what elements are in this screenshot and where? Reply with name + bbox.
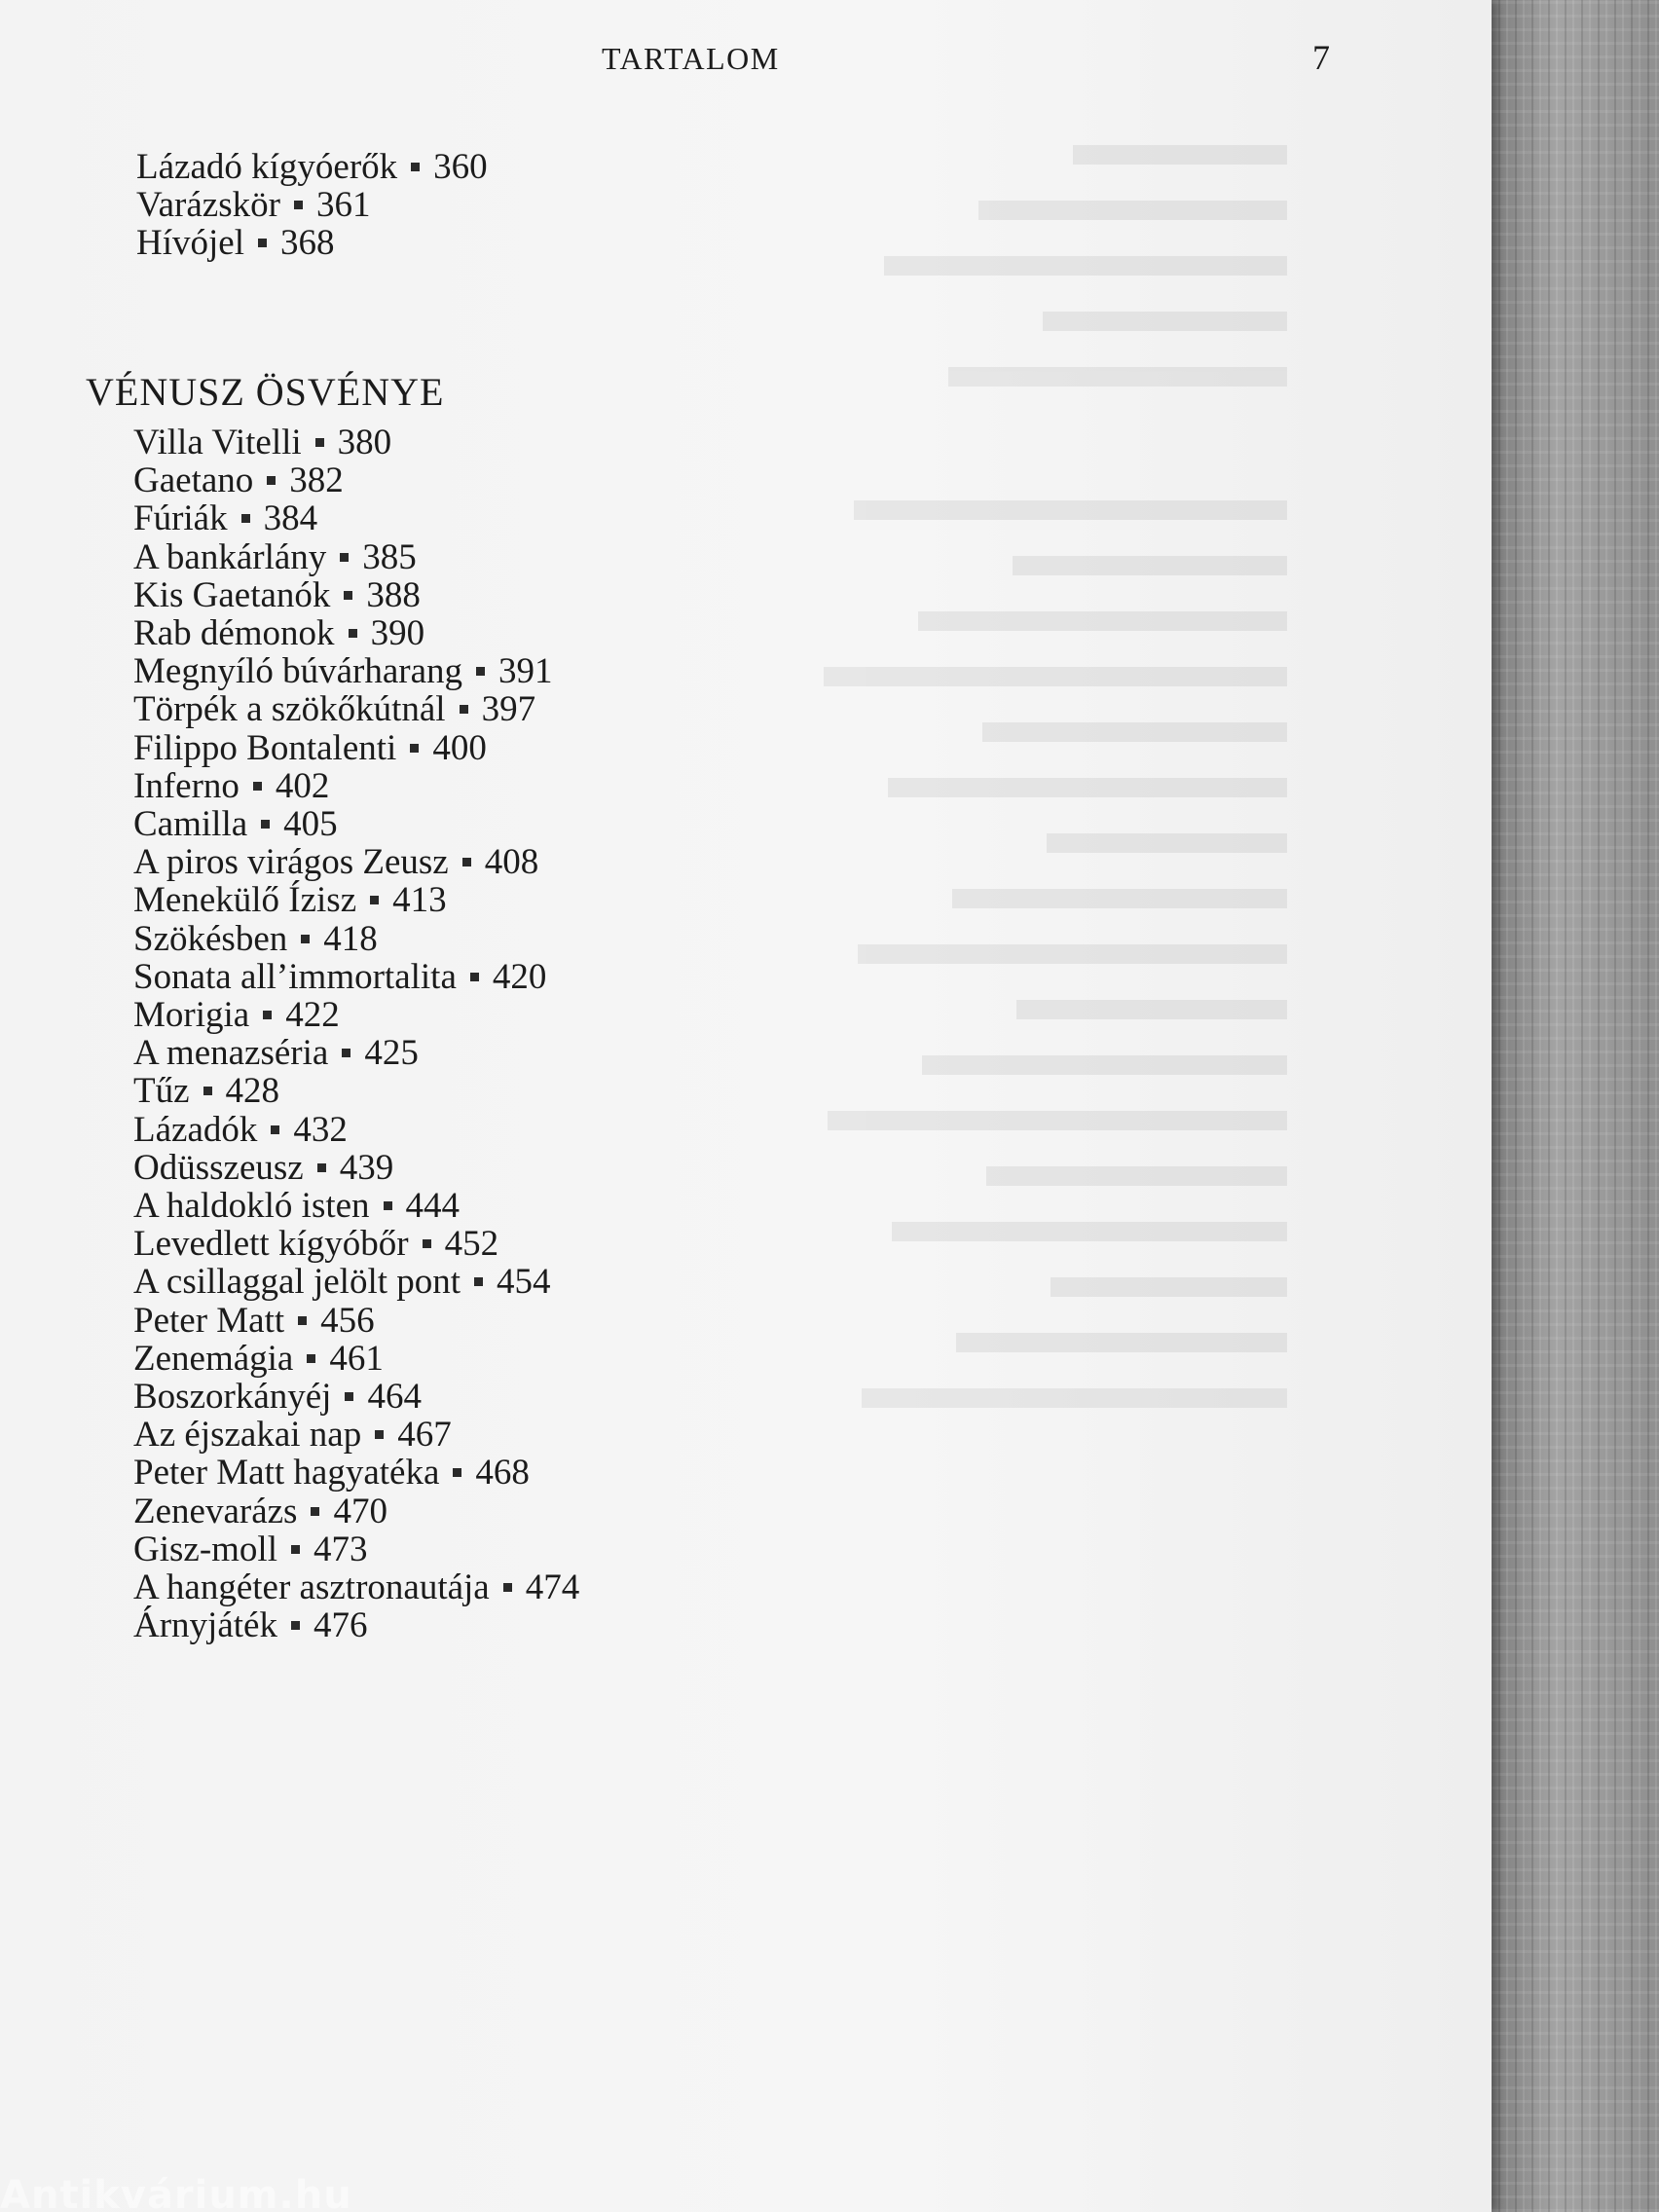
- toc-entry-page: 405: [283, 804, 338, 844]
- toc-entry-title: Lázadók: [133, 1109, 258, 1150]
- toc-entry: [133, 727, 487, 768]
- toc-entry-page: 452: [444, 1224, 499, 1265]
- toc-entry: [133, 1262, 551, 1303]
- show-through-line: [547, 926, 1287, 981]
- toc-entry: [133, 1415, 452, 1456]
- square-bullet-icon: [258, 239, 267, 247]
- square-bullet-icon: [342, 1049, 350, 1057]
- toc-entry: [133, 1605, 368, 1646]
- toc-entry-title: A haldokló isten: [133, 1186, 370, 1226]
- show-through-line: [547, 1037, 1287, 1092]
- toc-entry-page: 476: [313, 1605, 368, 1646]
- toc-entry-page: 408: [484, 842, 539, 883]
- toc-entry: [133, 615, 424, 651]
- toc-entry-title: Inferno: [133, 765, 240, 806]
- toc-entry-title: A piros virágos Zeusz: [133, 842, 449, 883]
- toc-entry-page: 473: [313, 1529, 368, 1569]
- toc-entry-title: Villa Vitelli: [133, 423, 302, 462]
- toc-entry-page: 385: [362, 536, 417, 577]
- show-through-line: [547, 1259, 1287, 1314]
- toc-entry-page: 368: [279, 223, 335, 263]
- show-through-line: [547, 870, 1287, 926]
- show-through-line: [547, 293, 1287, 349]
- toc-entry: [136, 187, 370, 223]
- toc-entry-title: Filippo Bontalenti: [133, 727, 397, 768]
- toc-entry: [133, 956, 547, 997]
- square-bullet-icon: [307, 1354, 315, 1363]
- toc-entry-page: 461: [329, 1338, 384, 1379]
- square-bullet-icon: [271, 1125, 279, 1134]
- toc-entry: [133, 1033, 419, 1074]
- square-bullet-icon: [291, 1621, 300, 1630]
- square-bullet-icon: [340, 553, 349, 562]
- show-through-line: [547, 759, 1287, 815]
- running-head: TARTALOM: [602, 41, 780, 76]
- square-bullet-icon: [462, 858, 471, 866]
- section-heading: VÉNUSZ ÖSVÉNYE: [86, 370, 445, 414]
- toc-entry-page: 397: [481, 689, 536, 730]
- toc-entry-page: 456: [320, 1300, 375, 1341]
- toc-entry-title: Az éjszakai nap: [133, 1415, 362, 1456]
- toc-entry-page: 422: [285, 995, 340, 1035]
- toc-entry: [133, 1071, 280, 1112]
- square-bullet-icon: [203, 1087, 212, 1095]
- toc-entry-title: A menazséria: [133, 1033, 329, 1074]
- toc-entry: [133, 1455, 530, 1491]
- toc-entry-page: 384: [263, 498, 318, 539]
- toc-entry-title: Kis Gaetanók: [133, 574, 331, 615]
- toc-entry: [136, 149, 488, 185]
- toc-entry-title: Odüsszeusz: [133, 1147, 304, 1188]
- toc-entry: [133, 1300, 375, 1341]
- toc-entry-page: 468: [475, 1453, 530, 1493]
- toc-entry-title: Megnyíló búvárharang: [133, 651, 463, 692]
- toc-entry: [133, 424, 391, 461]
- show-through-line: [547, 1314, 1287, 1370]
- toc-entry: [133, 1569, 579, 1605]
- toc-entry-title: Zenevarázs: [133, 1491, 298, 1531]
- square-bullet-icon: [375, 1430, 384, 1439]
- square-bullet-icon: [470, 973, 479, 981]
- toc-entry: [133, 574, 421, 615]
- toc-entry-title: Menekülő Ízisz: [133, 880, 357, 921]
- toc-entry-page: 382: [289, 461, 344, 501]
- toc-entry-page: 444: [405, 1186, 461, 1226]
- toc-entry-page: 454: [497, 1262, 551, 1303]
- show-through-line: [547, 704, 1287, 759]
- toc-entry: [133, 498, 318, 539]
- toc-entry: [133, 651, 553, 692]
- square-bullet-icon: [345, 1392, 353, 1401]
- square-bullet-icon: [410, 744, 419, 753]
- toc-entry: [133, 918, 378, 959]
- toc-entry-title: Árnyjáték: [133, 1605, 277, 1646]
- toc-entry: [133, 842, 539, 883]
- toc-entry-title: Fúriák: [133, 498, 228, 539]
- toc-entry-page: 391: [498, 651, 553, 692]
- toc-entry: [133, 1224, 499, 1265]
- toc-entry-title: Peter Matt hagyatéka: [133, 1453, 440, 1493]
- square-bullet-icon: [263, 1011, 272, 1019]
- square-bullet-icon: [267, 476, 276, 485]
- toc-entry: [136, 225, 334, 261]
- toc-entry: [133, 536, 417, 577]
- show-through-line: [547, 1203, 1287, 1259]
- toc-entry: [133, 1379, 422, 1415]
- square-bullet-icon: [317, 1163, 326, 1172]
- show-through-line: [547, 1370, 1287, 1425]
- toc-entry: [133, 806, 338, 842]
- toc-entry: [133, 997, 340, 1033]
- square-bullet-icon: [453, 1468, 461, 1477]
- square-bullet-icon: [460, 705, 468, 714]
- toc-entry-page: 467: [397, 1415, 452, 1456]
- toc-entry-title: A bankárlány: [133, 536, 327, 577]
- toc-entry-page: 388: [366, 574, 421, 615]
- show-through-line: [547, 981, 1287, 1037]
- toc-entry-title: Zenemágia: [133, 1338, 294, 1379]
- square-bullet-icon: [384, 1201, 392, 1210]
- square-bullet-icon: [311, 1507, 319, 1516]
- toc-entry-title: Morigia: [133, 995, 250, 1035]
- show-through-line: [547, 1092, 1287, 1148]
- toc-entry-page: 413: [392, 880, 447, 921]
- toc-entry-title: Sonata all’immortalita: [133, 956, 457, 997]
- square-bullet-icon: [241, 514, 250, 523]
- toc-entry-page: 420: [492, 956, 547, 997]
- square-bullet-icon: [315, 438, 324, 447]
- toc-entry: [133, 1493, 387, 1530]
- toc-entry-page: 361: [315, 185, 371, 225]
- toc-entry: [133, 1531, 367, 1567]
- toc-entry-page: 380: [337, 423, 392, 462]
- toc-entry-page: 400: [432, 727, 487, 768]
- toc-entry-title: Gisz-moll: [133, 1529, 277, 1569]
- square-bullet-icon: [503, 1583, 512, 1592]
- square-bullet-icon: [370, 896, 379, 904]
- toc-entry-title: Boszorkányéj: [133, 1377, 332, 1417]
- toc-entry-title: Varázskör: [136, 185, 280, 225]
- toc-entry: [133, 461, 344, 501]
- show-through-line: [547, 482, 1287, 537]
- square-bullet-icon: [301, 935, 310, 943]
- toc-entry-page: 474: [525, 1567, 580, 1607]
- show-through-line: [547, 815, 1287, 870]
- toc-entry-title: Rab démonok: [133, 613, 335, 653]
- square-bullet-icon: [411, 163, 420, 171]
- square-bullet-icon: [294, 201, 303, 209]
- show-through-text: [547, 127, 1287, 1425]
- show-through-line: [547, 648, 1287, 704]
- toc-entry-title: Hívójel: [136, 223, 244, 263]
- toc-entry-page: 470: [333, 1491, 387, 1531]
- toc-entry-page: 428: [225, 1071, 280, 1112]
- toc-entry: [133, 1188, 460, 1224]
- toc-entry-page: 425: [364, 1033, 419, 1074]
- square-bullet-icon: [349, 629, 357, 638]
- show-through-line: [547, 1148, 1287, 1203]
- toc-entry-title: A csillaggal jelölt pont: [133, 1262, 461, 1303]
- toc-entry: [133, 689, 536, 730]
- square-bullet-icon: [423, 1239, 431, 1248]
- watermark-text: Antikvárium.hu: [0, 2173, 352, 2212]
- toc-entry-title: Szökésben: [133, 918, 288, 959]
- toc-entry: [133, 1338, 384, 1379]
- toc-entry-page: 360: [433, 147, 488, 187]
- show-through-line: [547, 593, 1287, 648]
- show-through-line: [547, 349, 1287, 404]
- toc-entry-title: Tűz: [133, 1071, 190, 1112]
- toc-entry: [133, 880, 447, 921]
- show-through-line: [547, 127, 1287, 182]
- show-through-line: [547, 537, 1287, 593]
- toc-entry-page: 439: [339, 1147, 394, 1188]
- toc-entry: [133, 765, 330, 806]
- show-through-line: [547, 238, 1287, 293]
- square-bullet-icon: [298, 1316, 307, 1325]
- toc-entry-title: Törpék a szökőkútnál: [133, 689, 446, 730]
- toc-entry-page: 418: [323, 918, 378, 959]
- toc-entry-page: 464: [367, 1377, 422, 1417]
- toc-entry-title: Lázadó kígyóerők: [136, 147, 398, 187]
- square-bullet-icon: [474, 1277, 483, 1286]
- toc-entry-title: Peter Matt: [133, 1300, 285, 1341]
- show-through-line: [547, 182, 1287, 238]
- toc-entry-title: A hangéter asztronautája: [133, 1567, 490, 1607]
- toc-entry-title: Gaetano: [133, 461, 254, 501]
- square-bullet-icon: [291, 1545, 300, 1554]
- toc-entry-title: Camilla: [133, 804, 248, 844]
- toc-entry-page: 390: [370, 613, 425, 653]
- book-cover-edge: [1490, 0, 1659, 2212]
- square-bullet-icon: [253, 782, 262, 791]
- square-bullet-icon: [344, 591, 352, 600]
- page-number: 7: [1312, 38, 1330, 77]
- toc-entry: [133, 1109, 348, 1150]
- toc-entry-page: 402: [275, 765, 330, 806]
- square-bullet-icon: [261, 820, 270, 829]
- toc-entry: [133, 1147, 394, 1188]
- toc-entry-page: 432: [293, 1109, 348, 1150]
- toc-entry-title: Levedlett kígyóbőr: [133, 1224, 409, 1265]
- square-bullet-icon: [476, 667, 485, 676]
